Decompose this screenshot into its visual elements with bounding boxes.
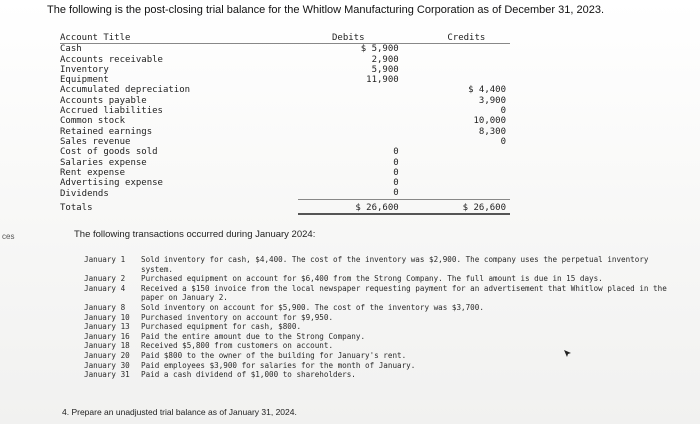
transaction-item: [84, 322, 684, 332]
totals-label: Totals: [60, 203, 93, 213]
trial-balance-row: [60, 116, 510, 126]
transaction-description: Paid a cash dividend of $1,000 to shareholders.: [141, 370, 356, 380]
transaction-item: [84, 313, 684, 323]
credit-amount: [427, 147, 510, 157]
account-name: Inventory: [60, 64, 109, 75]
transaction-item: [84, 351, 684, 361]
transaction-item: [84, 274, 684, 284]
trial-balance-row: [60, 178, 510, 188]
credit-amount: [427, 75, 510, 85]
trial-balance-row: [60, 65, 510, 75]
trial-balance-totals-row: [60, 199, 510, 214]
transaction-item: [84, 255, 684, 274]
trial-balance-header: [60, 33, 510, 44]
account-name: Retained earnings: [60, 126, 153, 137]
transaction-description: Purchased equipment for cash, $800.: [141, 322, 302, 332]
transaction-item: [84, 370, 684, 380]
debit-amount: [298, 85, 427, 95]
debit-amount: 2,900: [371, 54, 399, 65]
transaction-description: Received $5,800 from customers on account.: [141, 341, 334, 351]
account-name: Cost of goods sold: [60, 147, 158, 158]
account-name: Salaries expense: [60, 157, 147, 168]
credit-amount: [427, 44, 510, 55]
transaction-date: January 20: [84, 350, 130, 360]
trial-balance-table: [60, 33, 510, 215]
credit-amount: 8,300: [478, 126, 506, 137]
account-name: Rent expense: [60, 167, 126, 178]
trial-balance-row: [60, 96, 510, 106]
debit-amount: [298, 96, 427, 106]
totals-credit: $ 26,600: [427, 199, 510, 214]
account-name: Accrued liabilities: [60, 106, 163, 117]
transaction-description: Received a $150 invoice from the local newspaper requesting payment for an advertisement that Whitlow placed in the paper on January 2.: [141, 283, 667, 303]
debit-amount: [298, 137, 427, 147]
transaction-description: Paid employees $3,900 for salaries for the month of January.: [141, 360, 416, 370]
transaction-date: January 13: [84, 322, 130, 332]
trial-balance-row: [60, 127, 510, 137]
debit-amount: 0: [393, 167, 399, 178]
mouse-pointer-icon: [563, 349, 573, 359]
debit-amount: 5,900: [371, 64, 399, 75]
transactions-intro: The following transactions occurred during January 2024:: [74, 229, 316, 240]
credit-amount: [427, 65, 510, 75]
transaction-description: Sold inventory for cash, $4,400. The cost of the inventory was $2,900. The company uses the perpetual inventory system.: [141, 255, 649, 274]
transaction-item: [84, 341, 684, 351]
transaction-item: [84, 284, 684, 303]
credit-amount: [427, 188, 510, 199]
account-name: Accumulated depreciation: [60, 85, 191, 96]
question-prompt: 4. Prepare an unadjusted trial balance as of January 31, 2024.: [62, 407, 297, 417]
trial-balance-row: [60, 137, 510, 147]
debit-amount: 0: [393, 188, 399, 199]
header-account-title: Account Title: [60, 33, 298, 44]
account-name: Common stock: [60, 116, 126, 127]
transaction-date: January 18: [84, 341, 130, 351]
transaction-date: January 2: [84, 274, 126, 284]
debit-amount: [298, 127, 427, 137]
debit-amount: 0: [393, 147, 399, 158]
credit-amount: 0: [500, 136, 506, 147]
trial-balance-row: [60, 85, 510, 95]
page-title: The following is the post-closing trial balance for the Whitlow Manufacturing Corporation as of December 31, 2023.: [47, 4, 605, 16]
debit-amount: [298, 116, 427, 126]
trial-balance-row: [60, 55, 510, 65]
trial-balance-row: [60, 188, 510, 199]
transaction-description: Purchased equipment on account for $6,400 from the Strong Company. The full amount is due in 15 days.: [141, 274, 603, 284]
transactions-list: [84, 255, 684, 380]
transaction-description: Paid $800 to the owner of the building for January's rent.: [141, 350, 407, 360]
transaction-date: January 31: [84, 370, 130, 380]
transaction-date: January 30: [84, 360, 130, 370]
account-name: Cash: [60, 44, 82, 55]
debit-amount: [298, 106, 427, 116]
transaction-description: Purchased inventory on account for $9,950.: [141, 312, 334, 322]
credit-amount: 3,900: [478, 95, 506, 106]
transaction-item: [84, 303, 684, 313]
account-name: Accounts payable: [60, 95, 147, 106]
transaction-item: [84, 361, 684, 371]
debit-amount: 0: [393, 157, 399, 168]
debit-amount: 11,900: [366, 75, 399, 86]
account-name: Sales revenue: [60, 136, 131, 147]
header-debits: Debits: [298, 33, 427, 44]
debit-amount: $ 5,900: [360, 44, 399, 55]
transaction-description: Sold inventory on account for $5,900. The cost of the inventory was $3,700.: [141, 302, 484, 312]
transaction-description: Paid the entire amount due to the Strong Company.: [141, 331, 366, 341]
header-credits: Credits: [427, 33, 510, 44]
trial-balance-row: [60, 168, 510, 178]
totals-debit: $ 26,600: [298, 199, 427, 214]
account-name: Advertising expense: [60, 178, 163, 189]
trial-balance-row: [60, 106, 510, 116]
trial-balance-row: [60, 75, 510, 85]
transaction-date: January 8: [84, 302, 126, 312]
credit-amount: $ 4,400: [468, 85, 506, 96]
transaction-date: January 10: [84, 312, 130, 322]
account-name: Dividends: [60, 188, 109, 199]
transaction-date: January 16: [84, 331, 130, 341]
debit-amount: 0: [393, 178, 399, 189]
trial-balance-row: [60, 44, 510, 55]
trial-balance-row: [60, 158, 510, 168]
credit-amount: [427, 55, 510, 65]
side-label: ces: [2, 232, 15, 241]
transaction-date: January 1: [84, 255, 126, 264]
trial-balance-row: [60, 147, 510, 157]
credit-amount: [427, 158, 510, 168]
transaction-item: [84, 332, 684, 342]
transaction-date: January 4: [84, 283, 126, 293]
credit-amount: [427, 178, 510, 188]
account-name: Accounts receivable: [60, 54, 163, 65]
credit-amount: 10,000: [473, 116, 506, 127]
credit-amount: 0: [500, 106, 506, 117]
account-name: Equipment: [60, 75, 109, 86]
credit-amount: [427, 168, 510, 178]
trial-balance-body: [60, 44, 510, 199]
